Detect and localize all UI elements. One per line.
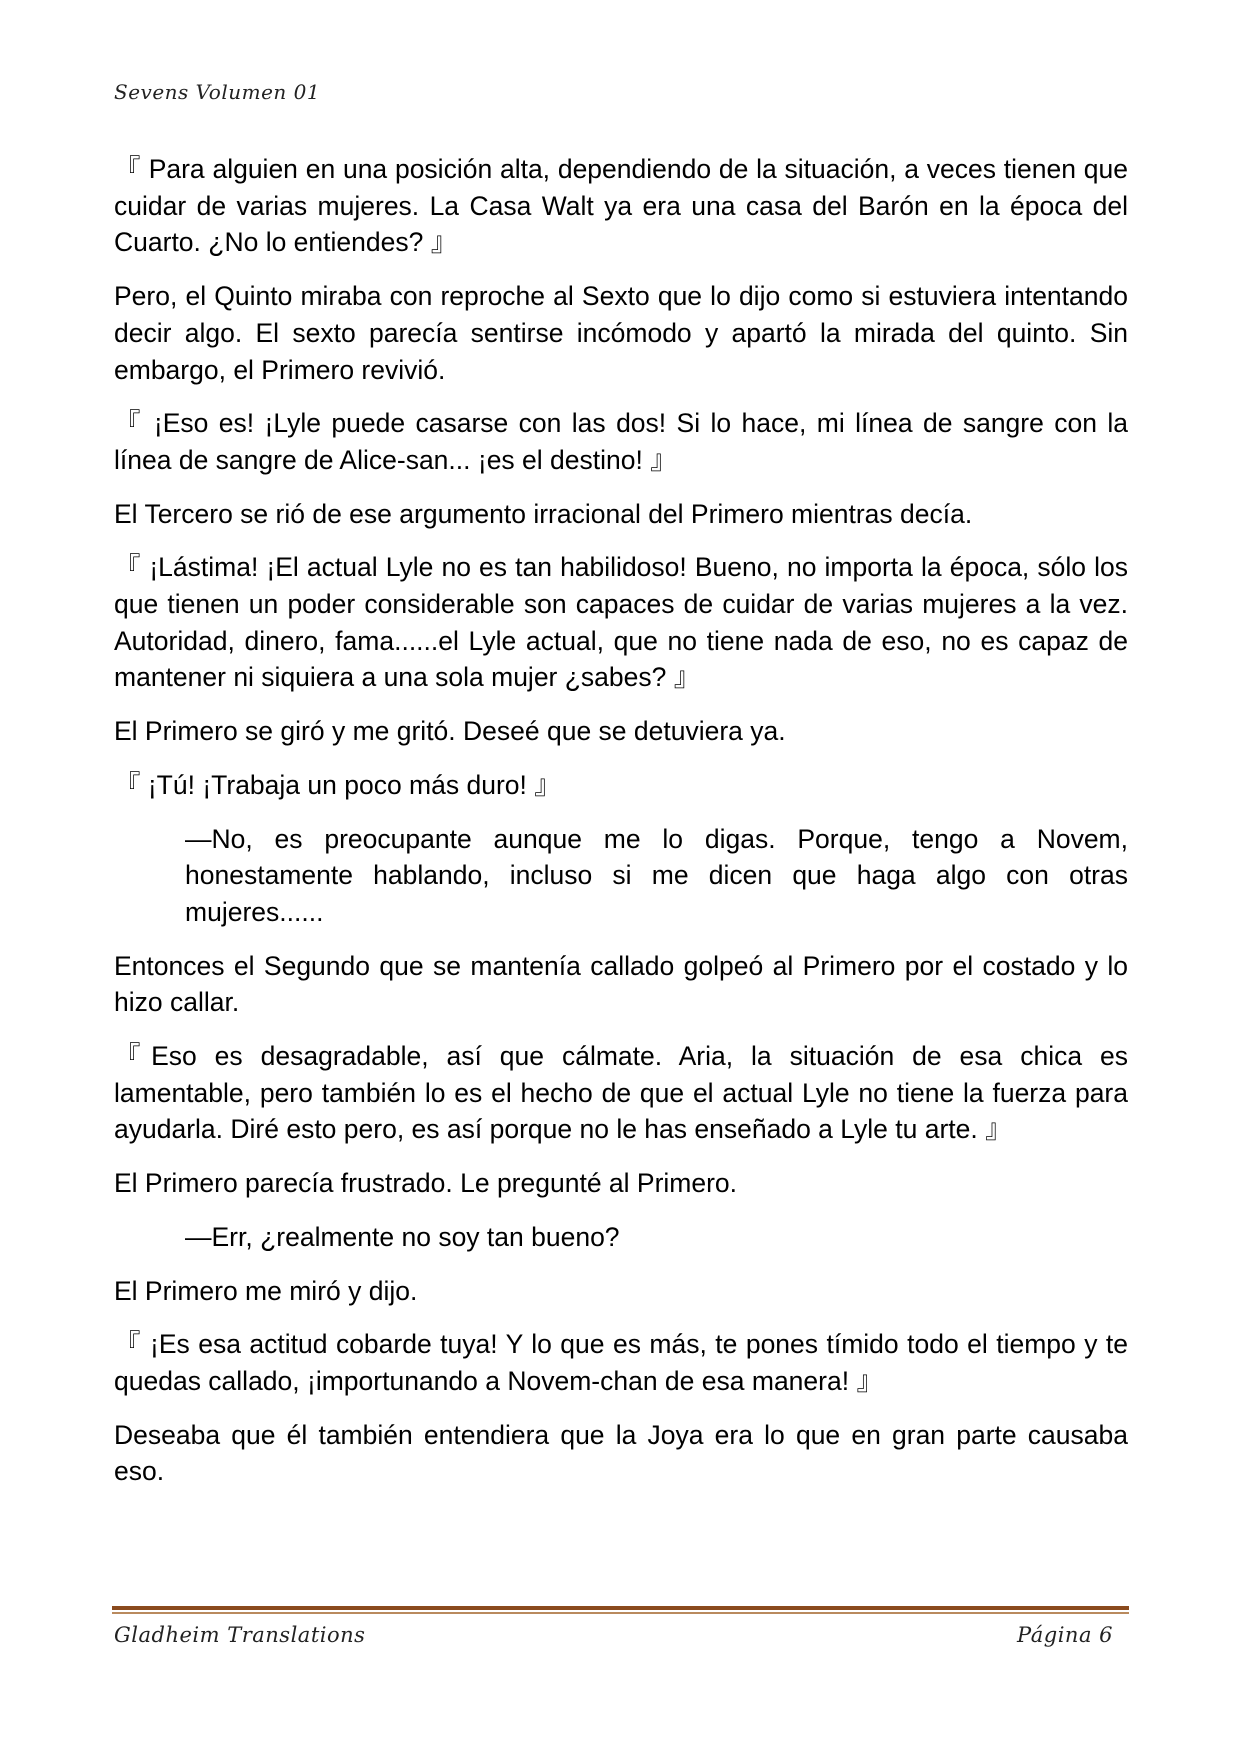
- paragraph: Deseaba que él también entendiera que la Joya era lo que en gran parte causaba eso.: [114, 1419, 1128, 1487]
- running-header: Sevens Volumen 01: [114, 80, 321, 104]
- paragraph: El Primero me miró y dijo.: [114, 1275, 418, 1306]
- paragraph: 『 Para alguien en una posición alta, dependiendo de la situación, a veces tienen que cuidar de varias mujeres. La Casa Walt ya era una casa del Barón en la época del Cuarto. ¿No lo entiendes? 』: [114, 154, 1128, 258]
- paragraph: 『 ¡Es esa actitud cobarde tuya! Y lo que es más, te pones tímido todo el tiempo y te quedas callado, ¡importunando a Novem-chan de esa manera! 』: [114, 1329, 1128, 1396]
- paragraph: 『 ¡Lástima! ¡El actual Lyle no es tan habilidoso! Bueno, no importa la época, sólo los que tienen un poder considerable son capaces de cuidar de varias mujeres a la vez. Autoridad, dinero, fama......el Lyle actual, que no tiene nada de eso, no es capaz de mantener ni siquiera a una sola mujer ¿sabes? 』: [114, 552, 1128, 693]
- paragraph: 『 ¡Eso es! ¡Lyle puede casarse con las dos! Si lo hace, mi línea de sangre con la línea de sangre de Alice-san... ¡es el destino! 』: [114, 408, 1128, 475]
- paragraph: Entonces el Segundo que se mantenía callado golpeó al Primero por el costado y lo hizo callar.: [114, 950, 1128, 1018]
- footer-divider: [112, 1606, 1129, 1614]
- paragraph: El Tercero se rió de ese argumento irracional del Primero mientras decía.: [114, 498, 973, 529]
- footer-divider-thick: [112, 1606, 1129, 1610]
- body-text: [114, 151, 1128, 1507]
- indented-paragraph: —Err, ¿realmente no soy tan bueno?: [185, 1221, 620, 1252]
- footer-credit: Gladheim Translations: [114, 1623, 366, 1647]
- paragraph: Pero, el Quinto miraba con reproche al Sexto que lo dijo como si estuviera intentando decir algo. El sexto parecía sentirse incómodo y apartó la mirada del quinto. Sin embargo, el Primero revivió.: [114, 281, 1128, 385]
- footer-divider-thin: [112, 1612, 1129, 1614]
- paragraph: El Primero se giró y me gritó. Deseé que se detuviera ya.: [114, 716, 786, 747]
- paragraph: 『 ¡Tú! ¡Trabaja un poco más duro! 』: [114, 769, 561, 800]
- paragraph: 『Eso es desagradable, así que cálmate. Aria, la situación de esa chica es lamentable, pero también lo es el hecho de que el actual Lyle no tiene la fuerza para ayudarla. Diré esto pero, es así porque no le has enseñado a Lyle tu arte. 』: [114, 1041, 1128, 1145]
- paragraph: El Primero parecía frustrado. Le pregunté al Primero.: [114, 1168, 738, 1199]
- page-number: Página 6: [1017, 1623, 1113, 1647]
- indented-paragraph: —No, es preocupante aunque me lo digas. Porque, tengo a Novem, honestamente hablando, incluso si me dicen que haga algo con otras mujeres......: [185, 823, 1128, 927]
